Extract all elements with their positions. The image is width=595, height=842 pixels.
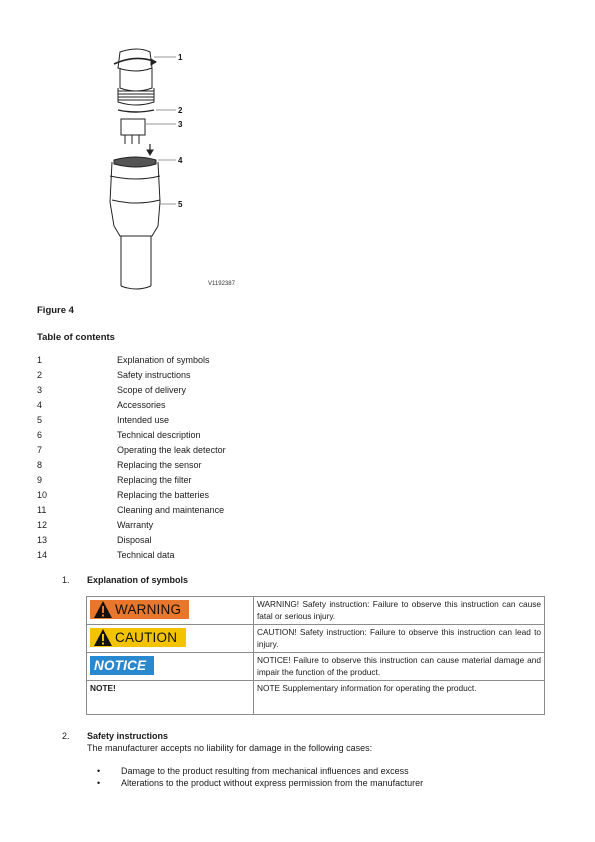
- notice-badge-label: NOTICE: [94, 657, 147, 673]
- notice-description: NOTICE! Failure to observe this instruction can cause material damage and impair the function of the product.: [254, 653, 545, 681]
- section-2-intro: The manufacturer accepts no liability for damage in the following cases:: [87, 743, 373, 753]
- bullet-dot: •: [97, 778, 101, 788]
- symbol-cell: [87, 625, 254, 653]
- toc-row: [37, 475, 337, 490]
- sensor-assembly-drawing: [90, 40, 260, 295]
- toc-num: 9: [37, 475, 43, 485]
- toc-label: Intended use: [117, 415, 170, 425]
- notice-badge: [90, 656, 154, 675]
- toc-row: [37, 445, 337, 460]
- toc-num: 6: [37, 430, 43, 440]
- toc-label: Warranty: [117, 520, 154, 530]
- toc-row: [37, 430, 337, 445]
- toc-num: 10: [37, 490, 48, 500]
- toc-row: [37, 550, 337, 565]
- toc-row: [37, 490, 337, 505]
- list-item: [97, 778, 423, 790]
- table-row: [87, 653, 545, 681]
- callout-3: 3: [178, 120, 183, 129]
- section-2-number: 2.: [62, 731, 70, 741]
- toc-num: 8: [37, 460, 43, 470]
- note-label: NOTE!: [87, 681, 254, 715]
- warning-triangle-icon: [93, 600, 113, 619]
- toc-row: [37, 415, 337, 430]
- toc-num: 4: [37, 400, 43, 410]
- note-description: NOTE Supplementary information for operating the product.: [254, 681, 545, 715]
- toc-row: [37, 535, 337, 550]
- toc-num: 1: [37, 355, 43, 365]
- toc-label: Replacing the batteries: [117, 490, 210, 500]
- symbol-cell: [87, 653, 254, 681]
- toc-row: [37, 460, 337, 475]
- toc-num: 13: [37, 535, 48, 545]
- toc-label: Cleaning and maintenance: [117, 505, 225, 515]
- caution-badge: [90, 628, 186, 647]
- toc-num: 7: [37, 445, 43, 455]
- table-of-contents: [37, 355, 337, 565]
- toc-row: [37, 370, 337, 385]
- toc-label: Technical description: [117, 430, 201, 440]
- figure-illustration: [90, 40, 260, 295]
- caution-triangle-icon: [93, 628, 113, 647]
- toc-num: 2: [37, 370, 43, 380]
- toc-label: Disposal: [117, 535, 152, 545]
- toc-num: 3: [37, 385, 43, 395]
- toc-num: 5: [37, 415, 43, 425]
- toc-num: 14: [37, 550, 48, 560]
- toc-label: Replacing the sensor: [117, 460, 202, 470]
- toc-row: [37, 520, 337, 535]
- toc-title: Table of contents: [37, 332, 115, 343]
- toc-label: Replacing the filter: [117, 475, 192, 485]
- toc-label: Operating the leak detector: [117, 445, 226, 455]
- table-row: [87, 597, 545, 625]
- toc-row: [37, 400, 337, 415]
- toc-row: [37, 355, 337, 370]
- bullet-dot: •: [97, 766, 101, 776]
- safety-bullet-list: [97, 766, 423, 790]
- toc-label: Scope of delivery: [117, 385, 187, 395]
- table-row: [87, 681, 545, 715]
- toc-label: Safety instructions: [117, 370, 191, 380]
- callout-4: 4: [178, 156, 183, 165]
- toc-label: Accessories: [117, 400, 166, 410]
- toc-row: [37, 385, 337, 400]
- toc-num: 12: [37, 520, 48, 530]
- list-item: [97, 766, 423, 778]
- section-2-title: Safety instructions: [87, 731, 169, 741]
- warning-badge: [90, 600, 189, 619]
- callout-5: 5: [178, 200, 183, 209]
- section-1-title: Explanation of symbols: [87, 575, 189, 585]
- warning-description: WARNING! Safety instruction: Failure to observe this instruction can cause fatal or serious injury.: [254, 597, 545, 625]
- bullet-text: Damage to the product resulting from mechanical influences and excess: [121, 766, 409, 776]
- symbol-cell: [87, 597, 254, 625]
- toc-num: 11: [37, 505, 47, 515]
- toc-row: [37, 505, 337, 520]
- callout-2: 2: [178, 106, 183, 115]
- caution-badge-label: CAUTION: [115, 629, 178, 645]
- table-row: [87, 625, 545, 653]
- warning-badge-label: WARNING: [115, 601, 182, 617]
- callout-1: 1: [178, 53, 183, 62]
- figure-caption: Figure 4: [37, 305, 74, 316]
- toc-label: Explanation of symbols: [117, 355, 210, 365]
- bullet-text: Alterations to the product without express permission from the manufacturer: [121, 778, 424, 788]
- symbols-table: [86, 596, 545, 715]
- figure-image-id: V1192387: [208, 281, 235, 287]
- caution-description: CAUTION! Safety instruction: Failure to observe this instruction can lead to injury.: [254, 625, 545, 653]
- section-1-number: 1.: [62, 575, 70, 585]
- toc-label: Technical data: [117, 550, 175, 560]
